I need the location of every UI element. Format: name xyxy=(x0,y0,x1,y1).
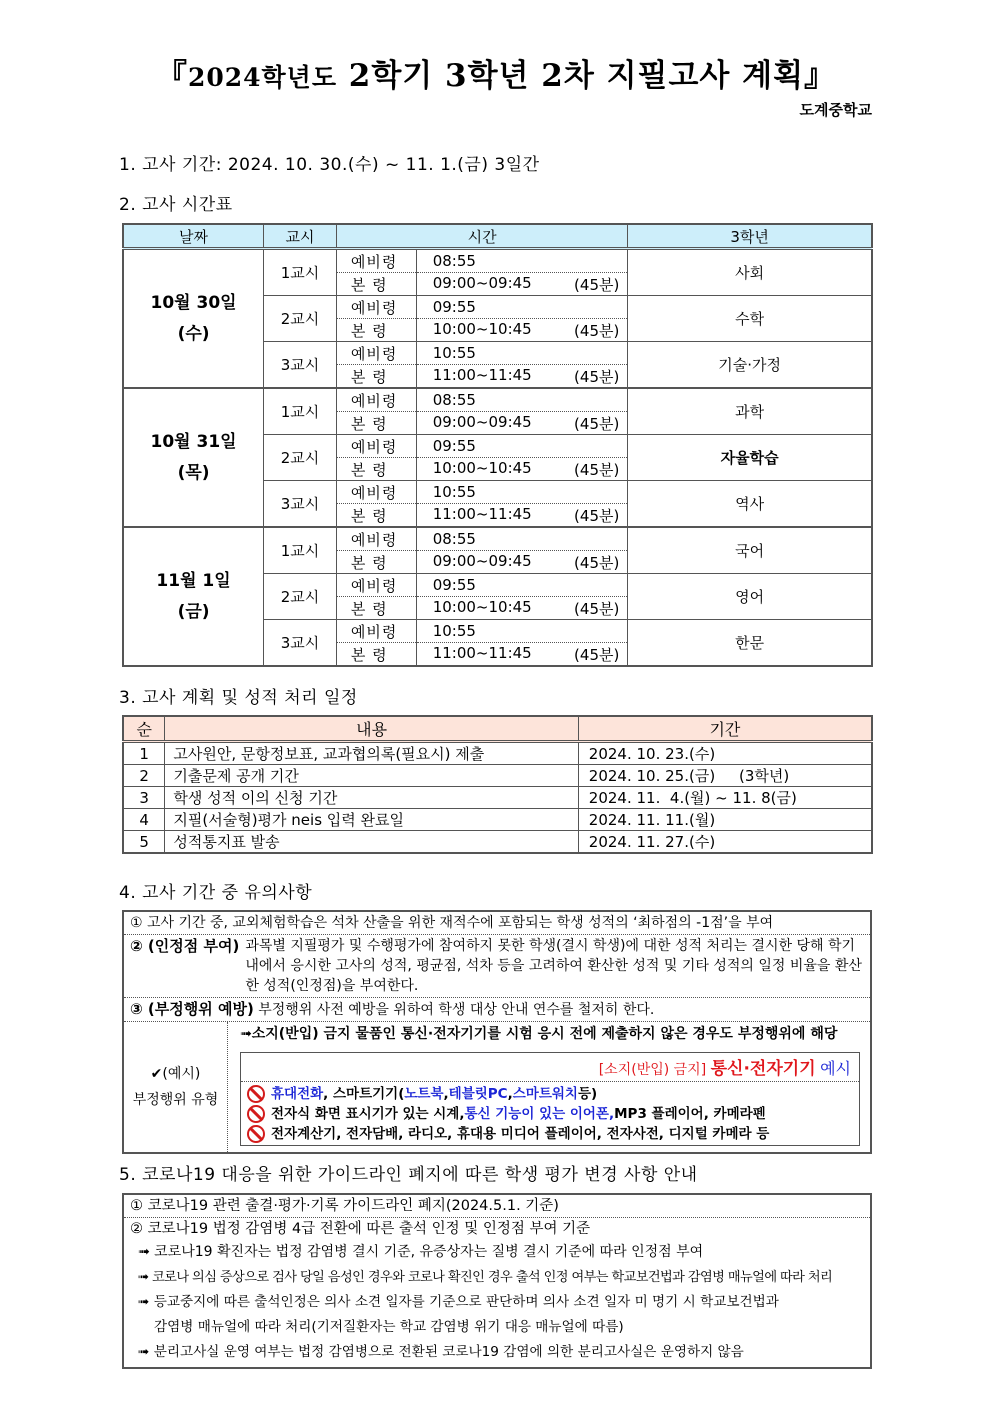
schedule-row-prep xyxy=(123,527,872,551)
prep-label: 예비령 xyxy=(336,574,416,597)
banned-devices-box xyxy=(240,1052,860,1146)
row-content: 지필(서술형)평가 neis 입력 완료일 xyxy=(165,809,578,831)
col-period: 기간 xyxy=(578,716,872,742)
title-example: 예시 xyxy=(820,1059,851,1078)
banned-line-3 xyxy=(241,1124,859,1144)
plan-row xyxy=(123,809,872,831)
period-cell: 2교시 xyxy=(264,296,337,342)
main-label: 본 령 xyxy=(336,273,416,296)
row-period: 2024. 10. 25.(금) (3학년) xyxy=(578,765,872,787)
col-period: 교시 xyxy=(264,224,337,249)
exam-date xyxy=(123,527,264,666)
section1-heading: 1. 고사 기간: 2024. 10. 30.(수) ~ 11. 1.(금) 3일간 xyxy=(119,155,540,175)
col-date: 날짜 xyxy=(123,224,264,249)
row-content: 성적통지표 발송 xyxy=(165,831,578,854)
main-time-cell xyxy=(416,273,628,296)
main-label: 본 령 xyxy=(336,412,416,435)
document-title xyxy=(0,50,992,95)
subject-cell: 한문 xyxy=(628,620,872,667)
covid-item-2: ② 코로나19 법정 감염병 4급 전환에 따른 출석 인정 및 인정점 부여 기준 xyxy=(130,1221,591,1237)
duration: (45분) xyxy=(574,367,620,386)
item-phone: 휴대전화 xyxy=(271,1086,324,1102)
item-tablet: 테블릿PC xyxy=(448,1086,508,1102)
plan-header-row xyxy=(123,716,872,742)
date-label: 10월 31일 xyxy=(150,431,237,452)
title-prohibited: [소지(반입) 금지] xyxy=(598,1062,707,1078)
row-number: 3 xyxy=(123,787,165,809)
col-grade3: 3학년 xyxy=(628,224,872,249)
main-label: 본 령 xyxy=(336,319,416,342)
row-content: 기출문제 공개 기간 xyxy=(165,765,578,787)
duration: (45분) xyxy=(574,275,620,294)
subject-cell: 자율학습 xyxy=(628,435,872,481)
section2-heading: 2. 고사 시간표 xyxy=(119,195,233,215)
main-time: 11:00~11:45 xyxy=(432,365,532,384)
title-bracket-open: 『 xyxy=(155,58,188,94)
section5-heading: 5. 코로나19 대응을 위한 가이드라인 폐지에 따른 학생 평가 변경 사항 안내 xyxy=(119,1165,698,1185)
prep-label: 예비령 xyxy=(336,342,416,365)
note-item-2-key: ② (인정점 부여) xyxy=(130,937,240,955)
weekday-label: (금) xyxy=(177,601,210,622)
example-label xyxy=(124,1022,228,1152)
note-item-2-text: 과목별 지필평가 및 수행평가에 참여하지 못한 학생(결시 학생)에 대한 성적 처리는 결시한 당해 학기 내에서 응시한 고사의 성적, 평균점, 석차 등을 고려하여 환산한 성적 및 기타 성적의 일정 비율을 환산한 성적(인정점)을 부여한다. xyxy=(245,938,862,994)
item-laptop: 노트북 xyxy=(404,1086,444,1102)
prep-time: 09:55 xyxy=(416,435,628,458)
row-content: 고사원안, 문항정보표, 교과협의록(필요시) 제출 xyxy=(165,742,578,765)
example-content xyxy=(228,1022,870,1152)
covid-bullet-4: ➟ 분리고사실 운영 여부는 법정 감염병으로 전환된 코로나19 감염에 의한 분리고사실은 운영하지 않음 xyxy=(138,1344,744,1360)
plan-row xyxy=(123,742,872,765)
period-cell: 1교시 xyxy=(264,249,337,296)
main-label: 본 령 xyxy=(336,365,416,389)
duration: (45분) xyxy=(574,553,620,572)
subject-cell: 영어 xyxy=(628,574,872,620)
note-item-3 xyxy=(124,998,870,1022)
main-label: 본 령 xyxy=(336,504,416,528)
exam-date xyxy=(123,249,264,389)
period-cell: 3교시 xyxy=(264,481,337,528)
subject-cell: 역사 xyxy=(628,481,872,528)
title-bracket-close: 』 xyxy=(804,58,837,94)
prep-label: 예비령 xyxy=(336,249,416,273)
title-year: 2024학년도 xyxy=(187,63,337,92)
row-number: 4 xyxy=(123,809,165,831)
period-cell: 3교시 xyxy=(264,620,337,667)
example-heading: ➟소지(반입) 금지 물품인 통신·전자기기를 시험 응시 전에 제출하지 않은 경우도 부정행위에 해당 xyxy=(240,1026,838,1042)
covid-bullet-3-cont: 감염병 매뉴얼에 따라 처리(기저질환자는 학교 감염병 위기 대응 매뉴얼에 따름) xyxy=(154,1319,624,1335)
covid-bullet-2: ➟ 코로나 의심 증상으로 검사 당일 음성인 경우와 코로나 확진인 경우 출석 인정 여부는 학교보건법과 감염병 매뉴얼에 따라 처리 xyxy=(138,1270,833,1285)
row-period: 2024. 11. 4.(월) ~ 11. 8(금) xyxy=(578,787,872,809)
main-label: 본 령 xyxy=(336,551,416,574)
main-time: 11:00~11:45 xyxy=(432,504,532,523)
item-mp3: MP3 플레이어, 카메라펜 xyxy=(614,1106,766,1122)
prep-time: 08:55 xyxy=(416,527,628,551)
main-time: 09:00~09:45 xyxy=(432,273,532,292)
banned-devices-title xyxy=(241,1053,859,1082)
cheating-example xyxy=(124,1022,870,1152)
exam-schedule-table xyxy=(122,223,873,667)
prep-label: 예비령 xyxy=(336,620,416,643)
prep-time: 10:55 xyxy=(416,342,628,365)
prep-label: 예비령 xyxy=(336,435,416,458)
item-earphone: 통신 기능이 있는 이어폰, xyxy=(464,1106,615,1122)
prep-time: 09:55 xyxy=(416,574,628,597)
covid-bullet-1: ➟ 코로나19 확진자는 법정 감염병 결시 기준, 유증상자는 질병 결시 기준에 따라 인정점 부여 xyxy=(138,1244,704,1260)
sep: , xyxy=(443,1086,449,1102)
row-number: 1 xyxy=(123,742,165,765)
row-period: 2024. 11. 11.(월) xyxy=(578,809,872,831)
main-time-cell xyxy=(416,551,628,574)
item-smartwatch: 스마트워치 xyxy=(512,1086,578,1102)
note-item-3-text: 부정행위 사전 예방을 위하여 학생 대상 안내 연수를 철저히 한다. xyxy=(258,1002,655,1018)
main-time: 10:00~10:45 xyxy=(432,597,532,616)
title-main: 2학기 3학년 2차 지필고사 계획 xyxy=(336,58,805,94)
covid-notes-box xyxy=(122,1193,872,1369)
duration: (45분) xyxy=(574,460,620,479)
main-time-cell xyxy=(416,412,628,435)
plan-row xyxy=(123,831,872,854)
example-type-label: 부정행위 유형 xyxy=(132,1092,219,1108)
subject-cell: 수학 xyxy=(628,296,872,342)
duration: (45분) xyxy=(574,506,620,525)
main-label: 본 령 xyxy=(336,458,416,481)
main-time: 09:00~09:45 xyxy=(432,551,532,570)
prep-time: 08:55 xyxy=(416,249,628,273)
plan-row xyxy=(123,765,872,787)
row-period: 2024. 11. 27.(수) xyxy=(578,831,872,854)
date-label: 10월 30일 xyxy=(150,292,237,313)
date-label: 11월 1일 xyxy=(156,570,231,591)
period-cell: 1교시 xyxy=(264,388,337,435)
row-content: 학생 성적 이의 신청 기간 xyxy=(165,787,578,809)
row-number: 5 xyxy=(123,831,165,854)
main-time-cell xyxy=(416,504,628,528)
schedule-row-prep xyxy=(123,388,872,412)
sep: , xyxy=(507,1086,513,1102)
prep-time: 10:55 xyxy=(416,620,628,643)
weekday-label: (수) xyxy=(177,323,210,344)
grade-process-table xyxy=(122,715,873,854)
period-cell: 2교시 xyxy=(264,435,337,481)
main-time: 09:00~09:45 xyxy=(432,412,532,431)
prohibited-icon xyxy=(247,1125,265,1143)
period-cell: 3교시 xyxy=(264,342,337,389)
schedule-row-prep xyxy=(123,249,872,273)
banned-line-1 xyxy=(241,1084,859,1104)
col-no: 순 xyxy=(123,716,165,742)
prep-label: 예비령 xyxy=(336,296,416,319)
period-cell: 1교시 xyxy=(264,527,337,574)
col-content: 내용 xyxy=(165,716,578,742)
main-time-cell xyxy=(416,365,628,389)
exam-notes-box xyxy=(122,910,872,1154)
item-watch: 전자식 화면 표시기가 있는 시계, xyxy=(271,1106,465,1122)
title-devices: 통신·전자기기 xyxy=(710,1059,816,1079)
banned-line-2 xyxy=(241,1104,859,1124)
duration: (45분) xyxy=(574,414,620,433)
duration: (45분) xyxy=(574,645,620,664)
note-item-3-key: ③ (부정행위 예방) xyxy=(130,1000,254,1018)
main-time-cell xyxy=(416,643,628,667)
check-icon-label: ✔(예시) xyxy=(150,1066,201,1082)
duration: (45분) xyxy=(574,321,620,340)
prep-label: 예비령 xyxy=(336,481,416,504)
subject-cell: 과학 xyxy=(628,388,872,435)
prep-time: 10:55 xyxy=(416,481,628,504)
main-time: 10:00~10:45 xyxy=(432,458,532,477)
main-time: 11:00~11:45 xyxy=(432,643,532,662)
prep-time: 08:55 xyxy=(416,388,628,412)
note-item-1: ① 고사 기간 중, 교외체험학습은 석차 산출을 위한 재적수에 포함되는 학생 성적의 ‘최하점의 -1점’을 부여 xyxy=(124,912,870,935)
main-time-cell xyxy=(416,319,628,342)
prep-time: 09:55 xyxy=(416,296,628,319)
row-number: 2 xyxy=(123,765,165,787)
main-time-cell xyxy=(416,458,628,481)
note-item-2 xyxy=(124,935,870,998)
row-period: 2024. 10. 23.(수) xyxy=(578,742,872,765)
weekday-label: (목) xyxy=(177,462,210,483)
covid-bullet-3: ➟ 등교중지에 따른 출석인정은 의사 소견 일자를 기준으로 판단하며 의사 소견 일자 미 명기 시 학교보건법과 xyxy=(138,1294,779,1310)
school-name: 도계중학교 xyxy=(799,101,872,119)
subject-cell: 기술·가정 xyxy=(628,342,872,389)
prohibited-icon xyxy=(247,1105,265,1123)
section4-heading: 4. 고사 기간 중 유의사항 xyxy=(119,883,313,903)
subject-cell: 사회 xyxy=(628,249,872,296)
main-time: 10:00~10:45 xyxy=(432,319,532,338)
schedule-header-row xyxy=(123,224,872,249)
prep-label: 예비령 xyxy=(336,527,416,551)
item-etc: 등) xyxy=(577,1086,598,1102)
item-smart-devices: , 스마트기기( xyxy=(323,1086,405,1102)
exam-date xyxy=(123,388,264,527)
item-others: 전자계산기, 전자담배, 라디오, 휴대용 미디어 플레이어, 전자사전, 디지털 카메라 등 xyxy=(271,1126,770,1142)
subject-cell: 국어 xyxy=(628,527,872,574)
col-time: 시간 xyxy=(336,224,627,249)
prep-label: 예비령 xyxy=(336,388,416,412)
section3-heading: 3. 고사 계획 및 성적 처리 일정 xyxy=(119,688,358,708)
covid-item-1: ① 코로나19 관련 출결·평가·기록 가이드라인 폐지(2024.5.1. 기준) xyxy=(124,1195,870,1218)
main-label: 본 령 xyxy=(336,643,416,667)
period-cell: 2교시 xyxy=(264,574,337,620)
main-time-cell xyxy=(416,597,628,620)
prohibited-icon xyxy=(247,1085,265,1103)
main-label: 본 령 xyxy=(336,597,416,620)
duration: (45분) xyxy=(574,599,620,618)
plan-row xyxy=(123,787,872,809)
